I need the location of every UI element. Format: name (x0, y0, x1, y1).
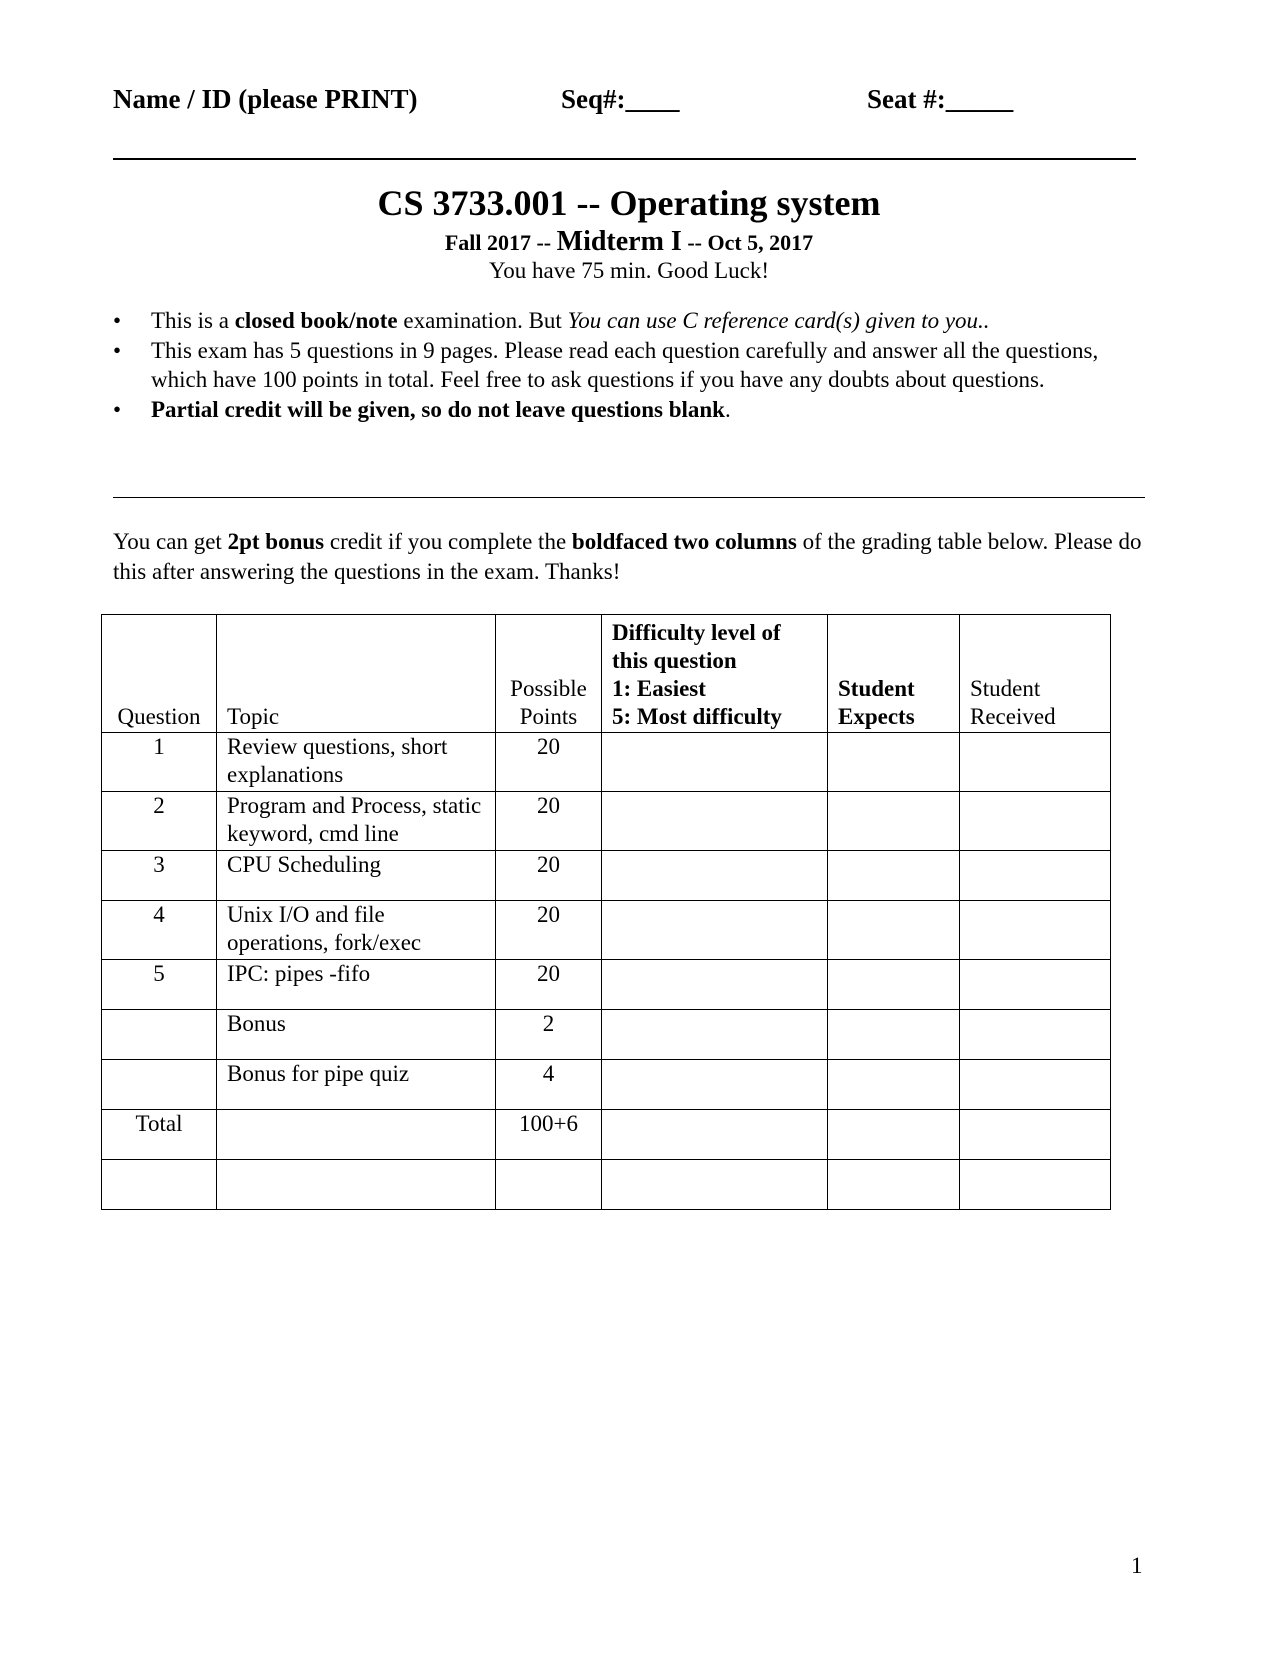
cell-received (960, 1010, 1111, 1060)
cell-topic (217, 1160, 496, 1210)
cell-points: 20 (496, 733, 602, 792)
cell-question (102, 1010, 217, 1060)
cell-expects[interactable] (828, 1010, 960, 1060)
bonus-bold: boldfaced two columns (571, 529, 797, 554)
cell-question (102, 1060, 217, 1110)
cell-total-label: Total (102, 1110, 217, 1160)
bullet-icon: • (113, 308, 122, 333)
header-difficulty (602, 615, 828, 733)
cell-expects[interactable] (828, 851, 960, 901)
header-question: Question (102, 615, 217, 733)
cell-difficulty[interactable] (602, 1110, 828, 1160)
table-header-row (102, 615, 1111, 733)
header-student-received (960, 615, 1111, 733)
exam-term: Fall 2017 -- (444, 230, 557, 255)
cell-expects[interactable] (828, 901, 960, 960)
table-row (102, 1060, 1111, 1110)
cell-question: 1 (102, 733, 217, 792)
instruction-item (113, 336, 1153, 395)
page-number: 1 (1131, 1553, 1143, 1578)
cell-points: 20 (496, 792, 602, 851)
cell-expects[interactable] (828, 792, 960, 851)
cell-topic: Unix I/O and file operations, fork/exec (217, 901, 496, 960)
cell-difficulty[interactable] (602, 1160, 828, 1210)
cell-received (960, 792, 1111, 851)
bonus-note (113, 527, 1173, 586)
bullet-icon: • (113, 396, 122, 422)
seq-label: Seq#:____ (561, 84, 680, 114)
table-row (102, 733, 1111, 792)
cell-expects[interactable] (828, 733, 960, 792)
instruction-item (113, 306, 1153, 336)
table-row (102, 851, 1111, 901)
cell-points: 20 (496, 901, 602, 960)
header-difficulty-line: 1: Easiest (612, 676, 706, 701)
bonus-text: You can get (113, 529, 228, 554)
cell-difficulty[interactable] (602, 1060, 828, 1110)
cell-expects[interactable] (828, 960, 960, 1010)
cell-topic: CPU Scheduling (217, 851, 496, 901)
cell-points: 20 (496, 851, 602, 901)
cell-received (960, 733, 1111, 792)
bonus-text: credit if you complete the (324, 529, 572, 554)
cell-question (102, 1160, 217, 1210)
header-received-line: Received (970, 704, 1056, 729)
cell-received (960, 1060, 1111, 1110)
instruction-text: examination. But (397, 308, 568, 333)
cell-expects[interactable] (828, 1160, 960, 1210)
cell-question: 5 (102, 960, 217, 1010)
instruction-bold: Partial credit will be given, so do not leave questions blank (151, 396, 725, 422)
header-difficulty-line: 5: Most difficulty (612, 704, 782, 729)
cell-received (960, 1160, 1111, 1210)
cell-difficulty[interactable] (602, 733, 828, 792)
exam-date: -- Oct 5, 2017 (681, 230, 814, 255)
name-id-label: Name / ID (please PRINT) (113, 84, 418, 114)
table-row (102, 1010, 1111, 1060)
cell-topic: IPC: pipes -fifo (217, 960, 496, 1010)
cell-received (960, 960, 1111, 1010)
cell-topic: Bonus for pipe quiz (217, 1060, 496, 1110)
instruction-item (113, 395, 1153, 425)
seat-label: Seat #:_____ (867, 84, 1014, 114)
bonus-text: of the grading table below. Please do this after answering the questions in the exam. Thanks! (113, 529, 1142, 584)
cell-question: 2 (102, 792, 217, 851)
cell-received (960, 1110, 1111, 1160)
cell-points (496, 1160, 602, 1210)
header-expects-line: Student (838, 676, 915, 701)
header-topic: Topic (217, 615, 496, 733)
cell-topic: Review questions, short explanations (217, 733, 496, 792)
cell-difficulty[interactable] (602, 960, 828, 1010)
cell-question: 4 (102, 901, 217, 960)
cell-difficulty[interactable] (602, 901, 828, 960)
header-points-line: Possible (510, 676, 587, 701)
header-expects-line: Expects (838, 704, 915, 729)
table-row (102, 901, 1111, 960)
cell-topic (217, 1110, 496, 1160)
table-row (102, 1160, 1111, 1210)
cell-expects[interactable] (828, 1110, 960, 1160)
cell-difficulty[interactable] (602, 851, 828, 901)
header-divider (113, 158, 1136, 160)
cell-points: 2 (496, 1010, 602, 1060)
instruction-text: . (724, 396, 731, 422)
header-difficulty-line: Difficulty level of (612, 620, 781, 645)
table-row (102, 792, 1111, 851)
header-received-line: Student (970, 676, 1041, 701)
cell-expects[interactable] (828, 1060, 960, 1110)
header-difficulty-line: this question (612, 648, 737, 673)
header-points-line: Points (519, 704, 578, 729)
cell-difficulty[interactable] (602, 1010, 828, 1060)
cell-topic: Bonus (217, 1010, 496, 1060)
bonus-bold: 2pt bonus (227, 529, 325, 554)
table-row-total (102, 1110, 1111, 1160)
bullet-icon: • (113, 337, 122, 363)
header-student-expects (828, 615, 960, 733)
page-title: CS 3733.001 -- Operating system (377, 183, 881, 223)
instructions-list (113, 306, 1153, 424)
cell-topic: Program and Process, static keyword, cmd line (217, 792, 496, 851)
section-divider (113, 497, 1145, 498)
exam-subtitle (0, 226, 1258, 258)
cell-question: 3 (102, 851, 217, 901)
cell-difficulty[interactable] (602, 792, 828, 851)
instruction-text: This is a (151, 308, 235, 333)
cell-points: 20 (496, 960, 602, 1010)
instruction-text: This exam has 5 questions in 9 pages. Please read each question carefully and answer all the questions, which have 100 points in total. Feel free to ask questions if you have any doubts about questions. (151, 337, 1099, 392)
grading-table (101, 614, 1111, 1210)
cell-received (960, 851, 1111, 901)
table-row (102, 960, 1111, 1010)
time-note: You have 75 min. Good Luck! (488, 258, 770, 283)
instruction-italic: You can use C reference card(s) given to you.. (567, 308, 990, 333)
cell-points-total: 100+6 (496, 1110, 602, 1160)
exam-name: Midterm I (556, 226, 682, 257)
cell-received (960, 901, 1111, 960)
cell-points: 4 (496, 1060, 602, 1110)
header-points (496, 615, 602, 733)
instruction-bold: closed book/note (234, 308, 398, 333)
